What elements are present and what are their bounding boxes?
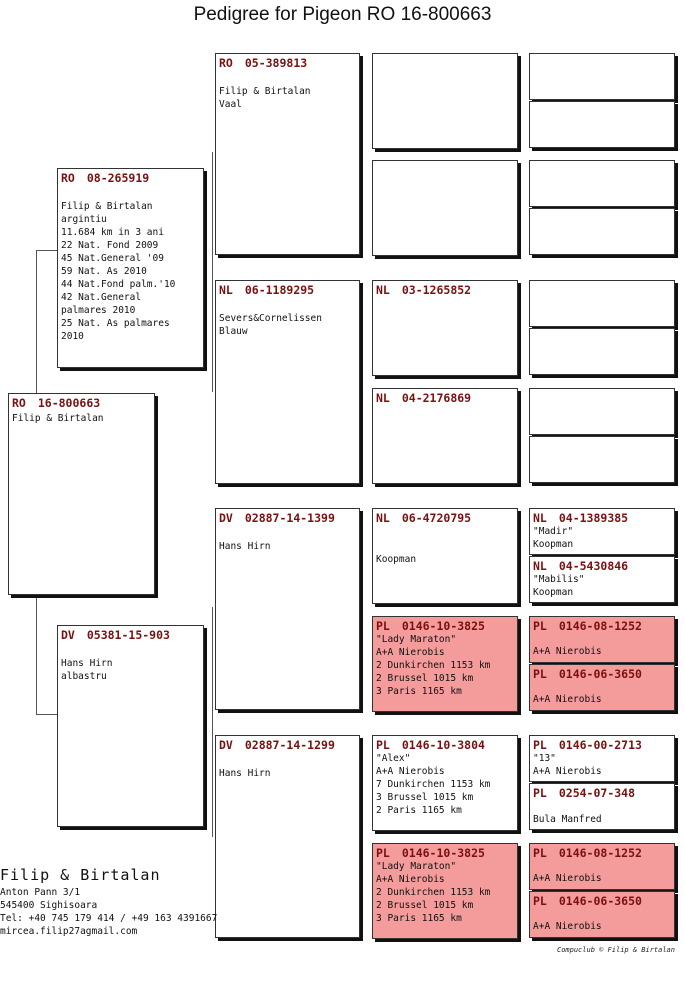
card-details <box>376 527 514 566</box>
pedigree-card-empty[interactable] <box>529 208 675 255</box>
card-line: A+A Nierobis <box>376 874 445 885</box>
card-line: "13" <box>533 753 556 764</box>
card-line: A+A Nierobis <box>533 873 602 884</box>
card-details <box>61 187 200 343</box>
card-details <box>12 412 151 425</box>
pedigree-card-sire[interactable] <box>57 168 204 368</box>
pedigree-card-empty[interactable] <box>529 436 675 483</box>
country-code: NL <box>219 283 233 297</box>
card-line <box>533 860 671 873</box>
ring-number: 0146-00-2713 <box>558 738 642 752</box>
ring-number: 05381-15-903 <box>86 628 170 642</box>
ring-number: 0146-08-1252 <box>558 846 642 860</box>
connector-line <box>212 152 213 392</box>
pedigree-card-empty[interactable] <box>529 101 675 148</box>
pedigree-card-dam[interactable] <box>57 625 204 827</box>
card-details <box>533 573 671 599</box>
ring-number: 02887-14-1299 <box>244 738 335 752</box>
card-line: "Madir" <box>533 526 574 537</box>
card-line: 42 Nat.General <box>61 292 142 303</box>
card-line: 45 Nat.General '09 <box>61 253 164 264</box>
pedigree-card-empty[interactable] <box>372 53 518 149</box>
country-code: NL <box>376 391 390 405</box>
card-line: 59 Nat. As 2010 <box>61 266 147 277</box>
pedigree-card-sire-dam[interactable] <box>215 280 360 484</box>
country-code: RO <box>219 56 233 70</box>
country-code: PL <box>533 619 547 633</box>
pedigree-card-empty[interactable] <box>529 280 675 327</box>
ring-number: 04-2176869 <box>401 391 472 405</box>
country-code: PL <box>533 786 547 800</box>
ring-number: 04-5430846 <box>558 559 629 573</box>
card-line: 2 Dunkirchen 1153 km <box>376 660 491 671</box>
connector-line <box>36 250 37 394</box>
ring-number: 0146-10-3825 <box>401 846 485 860</box>
card-details <box>376 860 514 925</box>
owner-city: 545400 Sighisoara <box>0 900 98 911</box>
ring-number: 04-1389385 <box>558 511 629 525</box>
card-details <box>533 752 671 778</box>
card-line <box>61 644 200 657</box>
pedigree-card-ddd-sire[interactable] <box>529 843 675 890</box>
ring-number: 08-265919 <box>86 171 150 185</box>
card-line: 2010 <box>61 331 84 342</box>
card-line: A+A Nierobis <box>376 647 445 658</box>
card-line: 2 Brussel 1015 km <box>376 673 474 684</box>
ring-number: 02887-14-1399 <box>244 511 335 525</box>
ring-number: 0146-06-3650 <box>558 894 642 908</box>
card-line <box>219 527 356 540</box>
card-details <box>219 527 356 553</box>
pedigree-card-dsd-sire[interactable] <box>529 616 675 663</box>
card-line <box>376 540 514 553</box>
country-code: PL <box>533 894 547 908</box>
card-details <box>219 299 356 338</box>
card-line: 2 Paris 1165 km <box>376 805 462 816</box>
card-line: 7 Dunkirchen 1153 km <box>376 779 491 790</box>
card-line: Hans Hirn <box>61 658 113 669</box>
country-code: RO <box>12 396 26 410</box>
country-code: DV <box>61 628 75 642</box>
page-title: Pedigree for Pigeon RO 16-800663 <box>193 4 492 25</box>
card-line <box>533 681 671 694</box>
card-line: 25 Nat. As palmares <box>61 318 170 329</box>
card-line: Koopman <box>533 539 574 550</box>
card-line: A+A Nierobis <box>533 646 602 657</box>
ring-number: 05-389813 <box>244 56 308 70</box>
card-line: A+A Nierobis <box>376 766 445 777</box>
pedigree-card-empty[interactable] <box>529 328 675 375</box>
country-code: PL <box>376 738 390 752</box>
card-details <box>533 525 671 551</box>
card-line: Koopman <box>376 554 417 565</box>
card-line: Bula Manfred <box>533 814 602 825</box>
card-details <box>219 754 356 780</box>
country-code: NL <box>533 511 547 525</box>
country-code: NL <box>376 511 390 525</box>
owner-phone: Tel: +40 745 179 414 / +49 163 4391667 <box>0 913 218 924</box>
card-line: Severs&Cornelissen <box>219 313 322 324</box>
ring-number: 0146-06-3650 <box>558 667 642 681</box>
card-details <box>533 633 671 659</box>
ring-number: 03-1265852 <box>401 283 472 297</box>
ring-number: 06-1189295 <box>244 283 315 297</box>
card-line: A+A Nierobis <box>533 921 602 932</box>
card-line <box>533 633 671 646</box>
card-line: A+A Nierobis <box>533 766 602 777</box>
ring-number: 0146-10-3804 <box>401 738 485 752</box>
card-line: "Mabilis" <box>533 574 585 585</box>
card-line: argintiu <box>61 214 107 225</box>
pedigree-card-ddd-dam[interactable] <box>529 891 675 938</box>
owner-block <box>0 866 217 938</box>
card-line: A+A Nierobis <box>533 694 602 705</box>
card-line: 44 Nat.Fond palm.'10 <box>61 279 176 290</box>
owner-email: mircea.filip27agmail.com <box>0 926 138 937</box>
pedigree-card-sire-sire[interactable] <box>215 53 360 255</box>
card-line <box>219 754 356 767</box>
country-code: NL <box>533 559 547 573</box>
connector-line <box>36 595 37 715</box>
card-line: albastru <box>61 671 107 682</box>
pedigree-card-dss-sire[interactable] <box>529 508 675 555</box>
card-details <box>533 800 671 826</box>
footer-credit: Compuclub © Filip & Birtalan <box>556 946 675 954</box>
ring-number: 0146-10-3825 <box>401 619 485 633</box>
card-line <box>219 299 356 312</box>
pedigree-card-sd-sire[interactable] <box>372 280 518 376</box>
card-details <box>219 72 356 111</box>
connector-line <box>36 250 58 251</box>
pedigree-card-dds-sire[interactable] <box>529 735 675 782</box>
pedigree-card-empty[interactable] <box>529 53 675 100</box>
pedigree-card-dam-sire[interactable] <box>215 508 360 710</box>
card-details <box>533 908 671 934</box>
card-line: 3 Paris 1165 km <box>376 686 462 697</box>
card-line: 11.684 km in 3 ani <box>61 227 164 238</box>
card-line <box>533 908 671 921</box>
pedigree-card-dd-sire[interactable] <box>372 735 518 831</box>
pedigree-card-pigeon[interactable] <box>8 393 155 595</box>
card-line <box>533 800 671 813</box>
pedigree-card-dam-dam[interactable] <box>215 735 360 938</box>
country-code: RO <box>61 171 75 185</box>
pedigree-card-ds-dam[interactable] <box>372 616 518 712</box>
card-line: Hans Hirn <box>219 541 271 552</box>
country-code: DV <box>219 511 233 525</box>
pedigree-card-dsd-dam[interactable] <box>529 664 675 711</box>
card-details <box>61 644 200 683</box>
card-line: 3 Brussel 1015 km <box>376 792 474 803</box>
pedigree-card-empty[interactable] <box>529 388 675 435</box>
ring-number: 16-800663 <box>37 396 101 410</box>
card-line: palmares 2010 <box>61 305 136 316</box>
card-line: "Lady Maraton" <box>376 861 457 872</box>
ring-number: 0254-07-348 <box>558 786 636 800</box>
pedigree-card-empty[interactable] <box>529 160 675 207</box>
card-line: Vaal <box>219 99 242 110</box>
card-details <box>376 633 514 698</box>
card-line: 2 Brussel 1015 km <box>376 900 474 911</box>
card-line: "Lady Maraton" <box>376 634 457 645</box>
card-line <box>219 72 356 85</box>
card-line: Blauw <box>219 326 248 337</box>
card-line: 22 Nat. Fond 2009 <box>61 240 159 251</box>
card-line: Hans Hirn <box>219 768 271 779</box>
ring-number: 06-4720795 <box>401 511 472 525</box>
owner-address: Anton Pann 3/1 <box>0 887 81 898</box>
card-line <box>376 527 514 540</box>
card-details <box>533 681 671 707</box>
country-code: PL <box>533 846 547 860</box>
card-line: Koopman <box>533 587 574 598</box>
country-code: PL <box>376 846 390 860</box>
card-details <box>376 752 514 817</box>
owner-name: Filip & Birtalan <box>0 866 161 884</box>
card-details <box>533 860 671 886</box>
pedigree-card-empty[interactable] <box>372 160 518 256</box>
card-line: Filip & Birtalan <box>219 86 311 97</box>
card-line: Filip & Birtalan <box>61 201 153 212</box>
connector-line <box>212 607 213 837</box>
country-code: PL <box>376 619 390 633</box>
country-code: PL <box>533 738 547 752</box>
pedigree-card-dss-dam[interactable] <box>529 556 675 603</box>
pedigree-card-dd-dam[interactable] <box>372 843 518 939</box>
country-code: PL <box>533 667 547 681</box>
card-line: Filip & Birtalan <box>12 413 104 424</box>
country-code: DV <box>219 738 233 752</box>
card-line <box>61 187 200 200</box>
pedigree-card-ds-sire[interactable] <box>372 508 518 604</box>
country-code: NL <box>376 283 390 297</box>
pedigree-card-sd-dam[interactable] <box>372 388 518 484</box>
ring-number: 0146-08-1252 <box>558 619 642 633</box>
pedigree-card-dds-dam[interactable] <box>529 783 675 830</box>
card-line: 3 Paris 1165 km <box>376 913 462 924</box>
connector-line <box>36 714 58 715</box>
card-line: "Alex" <box>376 753 411 764</box>
card-line: 2 Dunkirchen 1153 km <box>376 887 491 898</box>
